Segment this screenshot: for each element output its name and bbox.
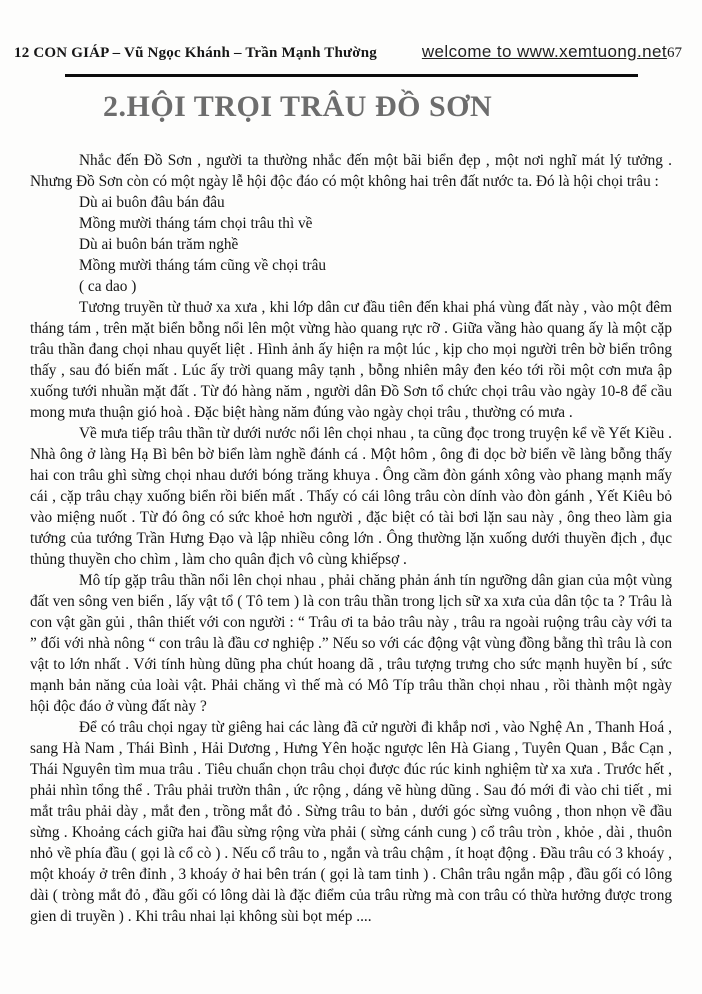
verse-line: Mồng mười tháng tám cũng về chọi trâu: [79, 257, 327, 274]
header-right-group: [422, 42, 682, 62]
page-number: 67: [667, 45, 682, 61]
verse-line: Dù ai buôn bán trăm nghề: [79, 236, 239, 253]
paragraph-buffalo-selection: Để có trâu chọi ngay từ giêng hai các làng đã cử người đi khắp nơi , vào Nghệ An , Thanh Hoá , sang Hà Nam , Thái Bình , Hải Dương , Hưng Yên hoặc ngược lên Hà Giang , Tuyên Quan , Bắc Cạn , Thái Nguyên tìm mua trâu . Tiêu chuẩn chọn trâu chọi được đúc rúc kinh nghiệm từ xa xưa . Trước hết , phải nhìn tổng thể . Trâu phải trườn thân , ức rộng , dáng vẽ hùng dũng . Sau đó mới đi vào chi tiết , mi mắt trâu phải dày , mắt đen , trồng mắt đỏ . Sừng trâu to bản , dưới góc sừng vuông , thon nhọn về đầu sừng . Khoảng cách giữa hai đầu sừng rộng vừa phải ( sừng cánh cung ) cổ trâu tròn , khỏe , dài , thuôn nhỏ về phía đầu ( gọi là cổ cò ) . Nếu cổ trâu to , ngắn và trâu chậm , ít hoạt động . Đầu trâu có 3 khoáy , một khoáy ở trên đỉnh , 3 khoáy ở hai bên trán ( gọi là tam tinh ) . Chân trâu ngắn mập , đầu gối có lông dài ( tròng mắt đỏ , đầu gối có lông dài là đặc điểm của trâu rừng mà con trâu có thừa hưởng được trong gien di truyền ) . Khi trâu nhai lại không sùi bọt mép ....: [30, 719, 672, 925]
verse-attribution: ( ca dao ): [79, 278, 137, 295]
paragraph-intro: Nhắc đến Đồ Sơn , người ta thường nhắc đến một bãi biển đẹp , một nơi nghĩ mát lý tưởng . Nhưng Đồ Sơn còn có một ngày lễ hội độc đáo có một không hai trên đất nước ta. Đó là hội chọi trâu :: [30, 152, 672, 190]
verse-line: Mồng mười tháng tám chọi trâu thì về: [79, 215, 313, 232]
verse-line: Dù ai buôn đâu bán đâu: [79, 194, 225, 211]
folk-verse: [30, 192, 672, 297]
paragraph-legend: Tương truyền từ thuở xa xưa , khi lớp dân cư đầu tiên đến khai phá vùng đất này , vào một đêm tháng tám , trên mặt biển bỗng nổi lên một vừng hào quang rực rỡ . Giữa vầng hào quang ấy là một cặp trâu thần đang chọi nhau quyết liệt . Hình ảnh ấy hiện ra một lúc , kịp cho mọi người trên bờ biển trông thấy , sau đó biến mất . Lúc ấy trời quang mây tạnh , bỗng nhiên mây đen kéo tới rồi một cơn mưa ập xuống tưới nhuần mặt đất . Từ đó hàng năm , người dân Đồ Sơn tổ chức chọi trâu vào ngày 10-8 để cầu mong mưa thuận gió hoà . Đặc biệt hàng năm đúng vào ngày chọi trâu , thường có mưa .: [30, 299, 672, 421]
paragraph-motif: Mô típ gặp trâu thần nổi lên chọi nhau , phải chăng phản ánh tín ngưỡng dân gian của một vùng đất ven sông ven biển , lấy vật tổ ( Tô tem ) là con trâu thần trong lịch sữ xa xưa của dân tộc ta ? Trâu là con vật gần gủi , thân thiết với con người : “ Trâu ơi ta bảo trâu này , trâu ra ngoài ruộng trâu cày với ta ” đối với nhà nông “ con trâu là đầu cơ nghiệp .” Nếu so với các động vật vùng đồng bằng thì trâu là con vật to lớn nhất . Với tính hùng dũng pha chút hoang dã , trâu tượng trưng cho sức mạnh huyền bí , sức mạnh bản năng của loài vật. Phải chăng vì thế mà có Mô Típ trâu thần chọi nhau , rồi thành một ngày hội độc đáo ở vùng đất này ?: [30, 572, 672, 715]
header-divider-rule: [65, 74, 638, 77]
paragraph-yet-kieu: Về mưa tiếp trâu thần từ dưới nước nổi lên chọi nhau , ta cũng đọc trong truyện kể về Yết Kiều . Nhà ông ở làng Hạ Bì bên bờ biển làm nghề đánh cá . Một hôm , ông đi dọc bờ biển về làng bỗng thấy hai con trâu ghì sừng chọi nhau dưới bóng trăng khuya . Ông cầm đòn gánh xông vào phang mạnh mấy cái , cặp trâu chạy xuống biển rồi biến mất . Thấy có cái lông trâu còn dính vào đòn gánh , Yết Kiêu bỏ vào miệng nuốt . Từ đó ông có sức khoẻ hơn người , đặc biệt có tài bơi lặn sau này , ông theo làm gia tướng của tướng Trần Hưng Đạo và lập nhiều công lớn . Ông thường lặn xuống dưới thuyền địch , đục thủng thuyền cho chìm , làm cho quân địch vô cùng khiếpsợ .: [30, 425, 672, 568]
body-text: [30, 150, 672, 927]
page-header: [0, 0, 702, 62]
chapter-title: 2.HỘI TRỌI TRÂU ĐỒ SƠN: [103, 90, 493, 123]
book-title-author: 12 CON GIÁP – Vũ Ngọc Khánh – Trần Mạnh Thường: [14, 45, 377, 61]
website-link[interactable]: welcome to www.xemtuong.net: [421, 42, 667, 61]
